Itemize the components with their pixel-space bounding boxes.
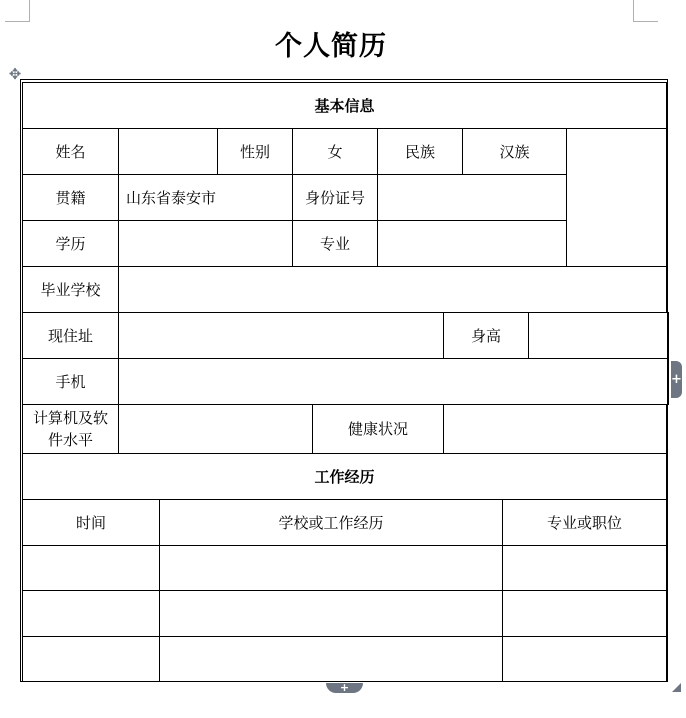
page-corner-mark-top-right: [633, 0, 658, 22]
health-label: 健康状况: [312, 404, 444, 454]
photo-field[interactable]: [566, 128, 667, 267]
computer-skill-label-line1: 计算机及软: [32, 409, 108, 427]
school-field[interactable]: [118, 266, 667, 313]
work-row-3-experience[interactable]: [159, 636, 503, 682]
table-move-handle-icon[interactable]: ✥: [8, 65, 22, 83]
table-resize-handle-icon[interactable]: [672, 683, 681, 692]
phone-label: 手机: [22, 358, 119, 405]
computer-skill-label: [22, 404, 119, 454]
name-label: 姓名: [22, 128, 119, 175]
ethnicity-label: 民族: [377, 128, 463, 175]
add-column-plus-icon[interactable]: +: [671, 361, 682, 398]
work-header-school-or-work: 学校或工作经历: [159, 499, 503, 546]
work-row-2-experience[interactable]: [159, 590, 503, 637]
gender-label: 性别: [217, 128, 293, 175]
id-number-field[interactable]: [377, 174, 567, 221]
address-field[interactable]: [118, 312, 444, 359]
work-row-2-time[interactable]: [22, 590, 160, 637]
work-row-3-position[interactable]: [502, 636, 667, 682]
work-row-2-position[interactable]: [502, 590, 667, 637]
section-header-work-experience: 工作经历: [22, 453, 667, 500]
work-row-1-time[interactable]: [22, 545, 160, 591]
education-field[interactable]: [118, 220, 293, 267]
phone-field[interactable]: [118, 358, 669, 405]
name-field[interactable]: [118, 128, 218, 175]
gender-field[interactable]: 女: [292, 128, 378, 175]
id-number-label: 身份证号: [292, 174, 378, 221]
ethnicity-field[interactable]: 汉族: [462, 128, 567, 175]
work-row-1-experience[interactable]: [159, 545, 503, 591]
height-field[interactable]: [528, 312, 669, 359]
work-row-1-position[interactable]: [502, 545, 667, 591]
education-label: 学历: [22, 220, 119, 267]
computer-skill-field[interactable]: [118, 404, 313, 454]
section-header-basic-info: 基本信息: [22, 82, 667, 129]
page-corner-mark-top-left: [5, 0, 30, 22]
school-label: 毕业学校: [22, 266, 119, 313]
address-label: 现住址: [22, 312, 119, 359]
document-title: 个人简历: [275, 31, 387, 62]
major-field[interactable]: [377, 220, 567, 267]
native-place-field[interactable]: 山东省泰安市: [118, 174, 293, 221]
native-place-label: 贯籍: [22, 174, 119, 221]
health-field[interactable]: [443, 404, 667, 454]
computer-skill-label-line2: 件水平: [47, 431, 93, 449]
work-row-3-time[interactable]: [22, 636, 160, 682]
add-row-plus-icon[interactable]: +: [326, 683, 363, 693]
work-header-major-or-position: 专业或职位: [502, 499, 667, 546]
height-label: 身高: [443, 312, 529, 359]
major-label: 专业: [292, 220, 378, 267]
work-header-time: 时间: [22, 499, 160, 546]
